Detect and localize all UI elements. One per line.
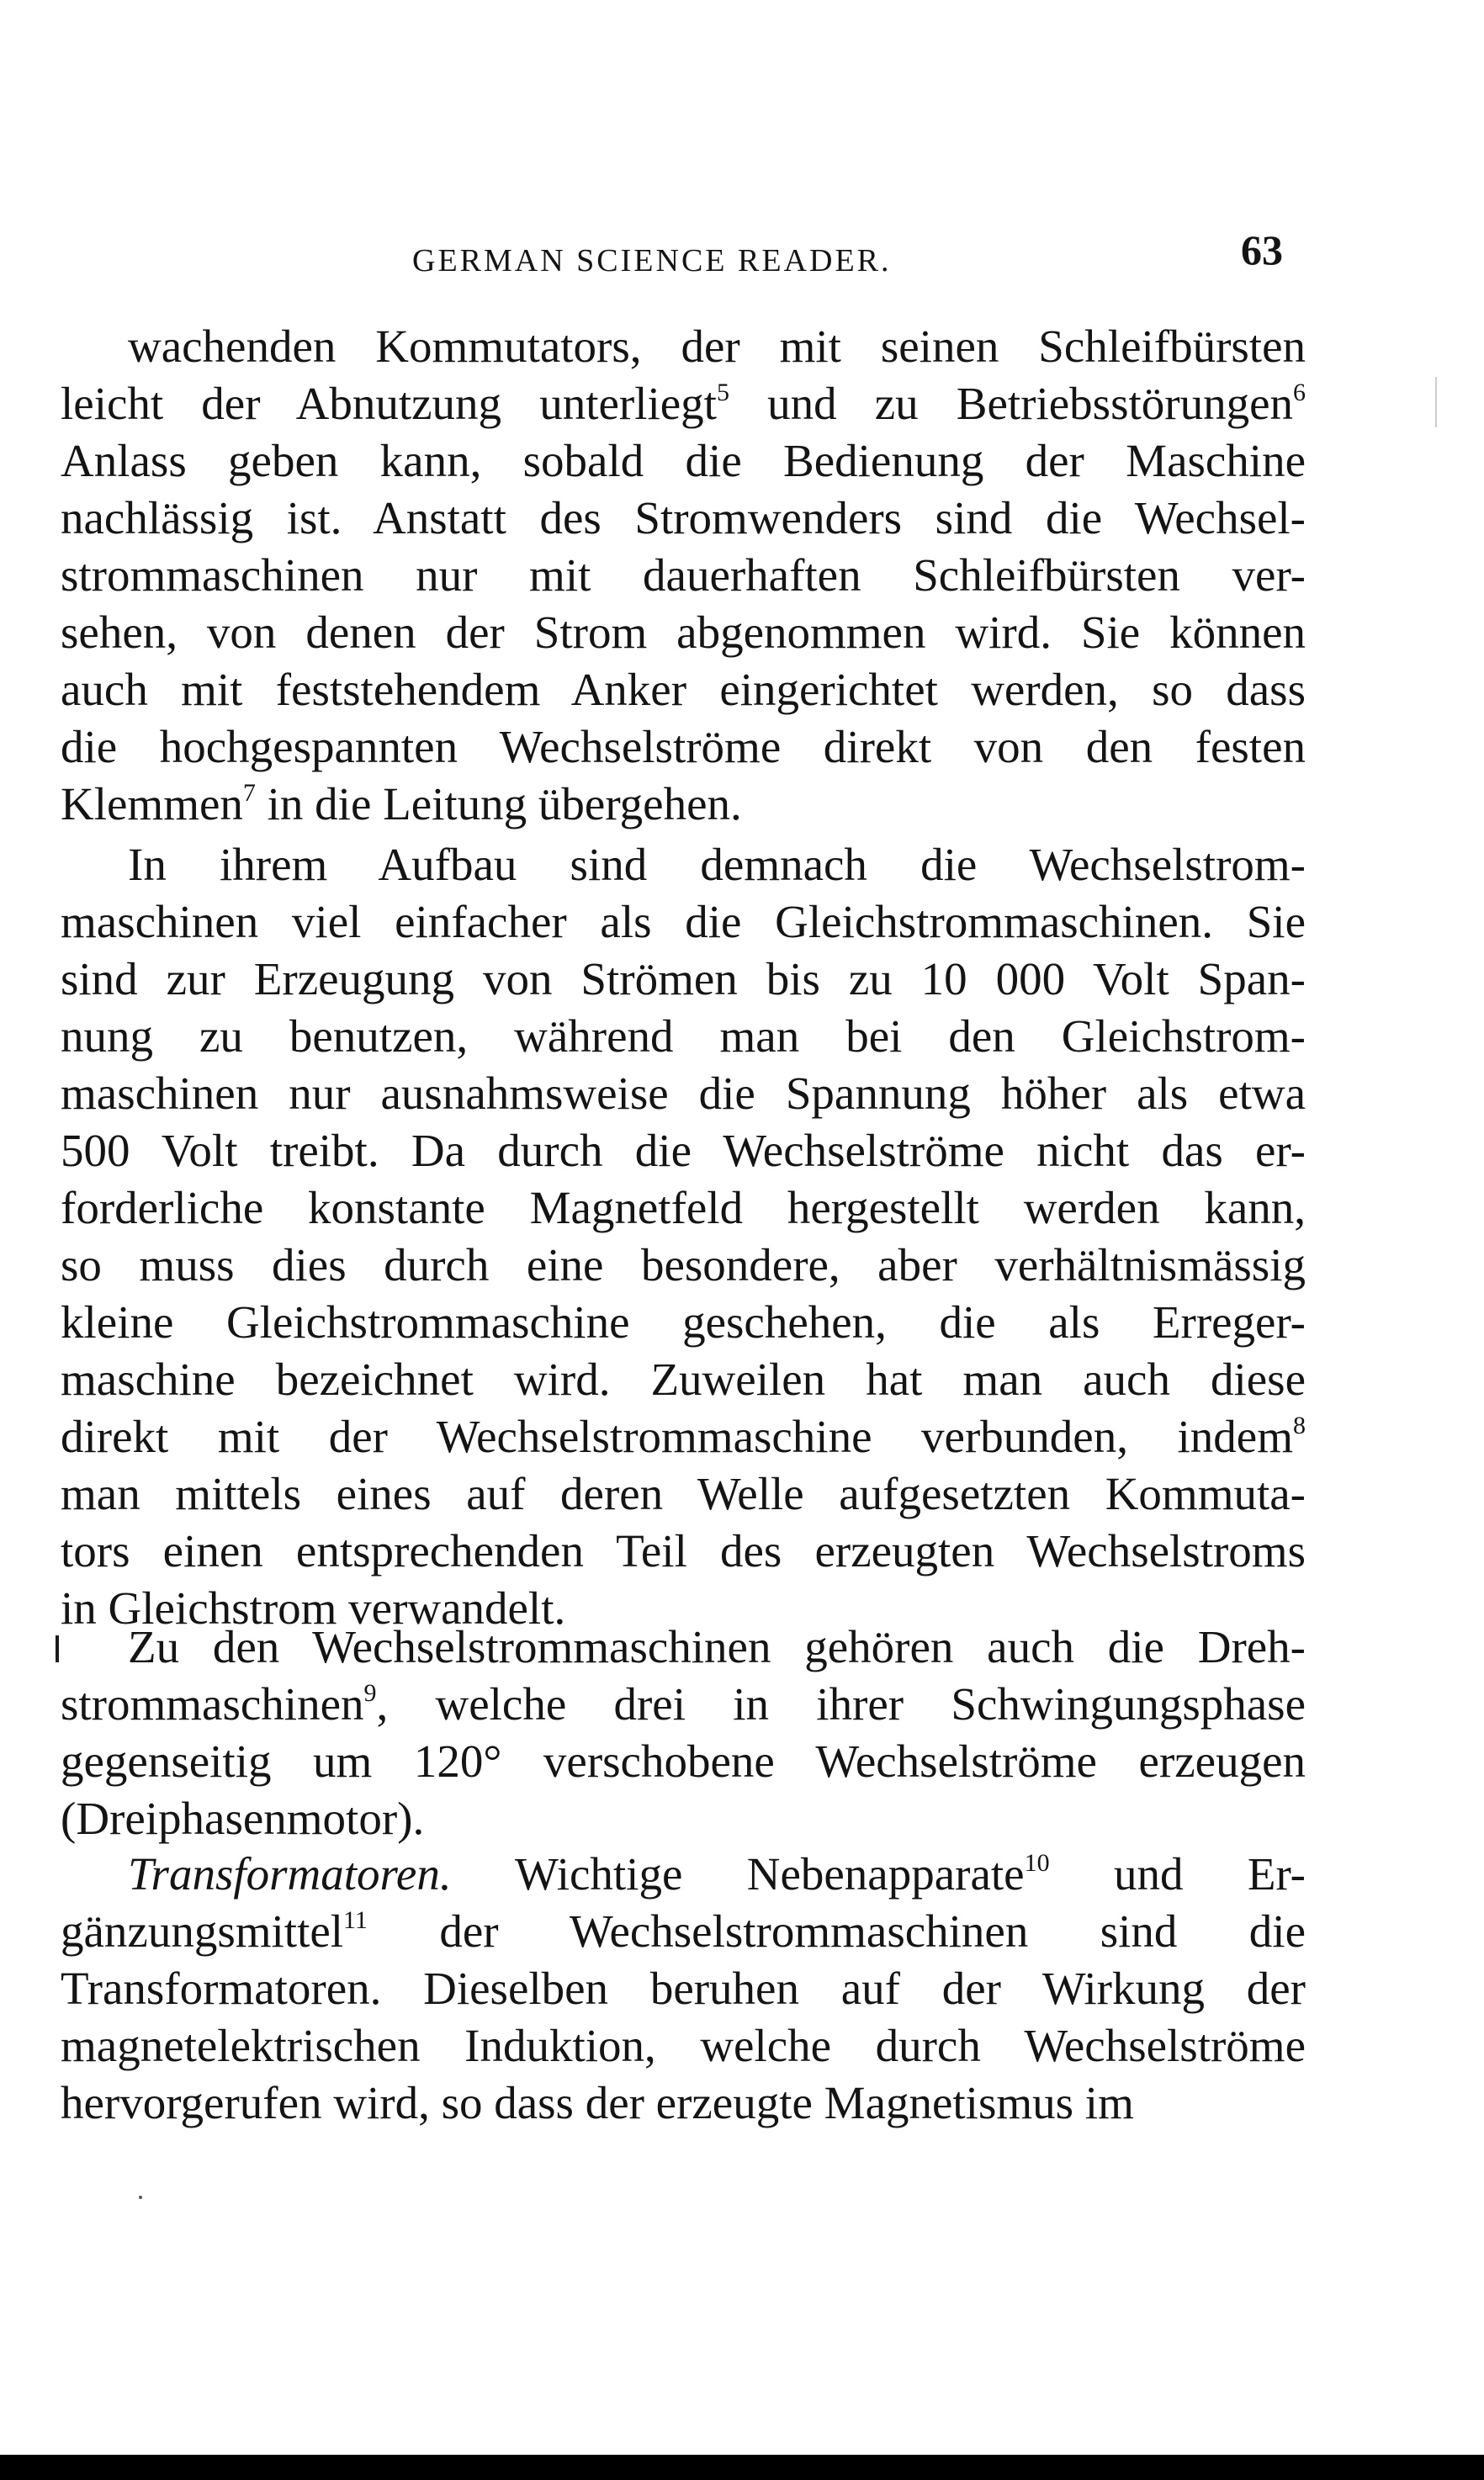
text-line (61, 1523, 1306, 1580)
text-run: und zu Betriebsstörungen (729, 378, 1293, 429)
text-line (61, 1122, 1306, 1179)
text-run: strommaschinen nur mit dauerhaften Schleifbürsten ver- (61, 549, 1306, 601)
text-run: auch mit feststehendem Anker eingerichtet werden, so dass (61, 664, 1306, 715)
text-line (61, 1903, 1306, 1960)
paragraph-1 (61, 318, 1306, 833)
text-line (61, 1619, 1306, 1676)
footnote-marker: 6 (1293, 379, 1306, 406)
text-run: maschinen viel einfacher als die Gleichstrommaschinen. Sie (61, 896, 1306, 947)
text-run: in die Leitung übergehen. (255, 778, 742, 829)
text-run: sehen, von denen der Strom abgenommen wird. Sie können (61, 607, 1306, 658)
section-heading-inline: Transformatoren. (128, 1848, 452, 1900)
paper-speck (139, 2196, 142, 2199)
text-run: 500 Volt treibt. Da durch die Wechselströme nicht das er- (61, 1125, 1306, 1176)
text-line (61, 1294, 1306, 1351)
text-run: maschinen nur ausnahmsweise die Spannung höher als etwa (61, 1068, 1306, 1119)
text-line (61, 1065, 1306, 1122)
footnote-marker: 5 (716, 379, 729, 406)
text-run: man mittels eines auf deren Welle aufgesetzten Kommuta- (61, 1468, 1306, 1519)
text-line (61, 1237, 1306, 1294)
text-run: gänzungsmittel (61, 1905, 344, 1957)
text-run: nung zu benutzen, während man bei den Gleichstrom- (61, 1010, 1306, 1062)
text-line (61, 836, 1306, 893)
text-run: Zu den Wechselstrommaschinen gehören auch die Dreh- (128, 1621, 1306, 1672)
text-line (61, 951, 1306, 1008)
text-line (61, 604, 1306, 661)
text-run: Wichtige Nebenapparate (451, 1848, 1025, 1900)
text-line (61, 490, 1306, 547)
text-run: in Gleichstrom verwandelt. (61, 1582, 566, 1634)
text-run: Klemmen (61, 778, 243, 829)
text-run: und Er- (1049, 1848, 1306, 1900)
text-line (61, 1676, 1306, 1733)
text-line (61, 1179, 1306, 1237)
text-run: (Dreiphasenmotor). (61, 1793, 425, 1844)
footnote-marker: 10 (1024, 1849, 1050, 1877)
text-line (61, 2017, 1306, 2075)
text-line (61, 1465, 1306, 1523)
text-line (61, 318, 1306, 375)
text-run: hervorgerufen wird, so dass der erzeugte Magnetismus im (61, 2077, 1134, 2128)
footnote-marker: 11 (343, 1906, 368, 1934)
footnote-marker: 7 (242, 779, 256, 807)
text-run: forderliche konstante Magnetfeld hergestellt werden kann, (61, 1182, 1306, 1233)
gutter-speck (1435, 377, 1437, 427)
text-run: maschine bezeichnet wird. Zuweilen hat man auch diese (61, 1354, 1306, 1405)
text-run: tors einen entsprechenden Teil des erzeugten Wechselstroms (61, 1525, 1306, 1576)
text-run: leicht der Abnutzung unterliegt (61, 378, 717, 429)
text-run: direkt mit der Wechselstrommaschine verbunden, indem (61, 1411, 1293, 1462)
text-run: so muss dies durch eine besondere, aber verhältnismässig (61, 1239, 1306, 1290)
text-line (61, 432, 1306, 490)
text-run: gegenseitig um 120° verschobene Wechselströme erzeugen (61, 1735, 1306, 1787)
running-head: GERMAN SCIENCE READER. (412, 243, 892, 278)
text-line (61, 893, 1306, 951)
footnote-marker: 9 (363, 1679, 377, 1707)
text-run: strommaschinen (61, 1678, 364, 1730)
text-line (61, 718, 1306, 776)
text-line (61, 1008, 1306, 1065)
text-run: kleine Gleichstrommaschine geschehen, die als Erreger- (61, 1296, 1306, 1348)
paragraph-4 (61, 1846, 1306, 2132)
text-run: Anlass geben kann, sobald die Bedienung der Maschine (61, 435, 1306, 486)
text-line (61, 375, 1306, 432)
text-line (61, 776, 1306, 833)
margin-pencil-mark (56, 1635, 59, 1662)
text-run: die hochgespannten Wechselströme direkt von den festen (61, 721, 1306, 772)
text-run: sind zur Erzeugung von Strömen bis zu 10 000 Volt Span- (61, 953, 1306, 1004)
text-line (61, 1790, 1306, 1847)
text-line (61, 1846, 1306, 1903)
text-line (61, 1351, 1306, 1408)
text-run: , welche drei in ihrer Schwingungsphase (376, 1678, 1306, 1730)
scan-bottom-edge (0, 2455, 1484, 2480)
paragraph-3 (61, 1619, 1306, 1847)
text-line (61, 1408, 1306, 1465)
text-line (61, 547, 1306, 604)
text-run: der Wechselstrommaschinen sind die (367, 1905, 1306, 1957)
text-line (61, 1960, 1306, 2017)
text-line (61, 1733, 1306, 1790)
text-run: In ihrem Aufbau sind demnach die Wechselstrom- (128, 839, 1306, 890)
text-run: wachenden Kommutators, der mit seinen Schleifbürsten (128, 321, 1306, 372)
text-run: Transformatoren. Dieselben beruhen auf der Wirkung der (61, 1963, 1306, 2014)
text-run: nachlässig ist. Anstatt des Stromwenders sind die Wechsel- (61, 492, 1306, 543)
footnote-marker: 8 (1293, 1412, 1306, 1439)
paragraph-2 (61, 836, 1306, 1637)
text-line (61, 2075, 1306, 2132)
page-number: 63 (1241, 226, 1283, 273)
text-run: magnetelektrischen Induktion, welche durch Wechselströme (61, 2020, 1306, 2071)
text-line (61, 661, 1306, 718)
